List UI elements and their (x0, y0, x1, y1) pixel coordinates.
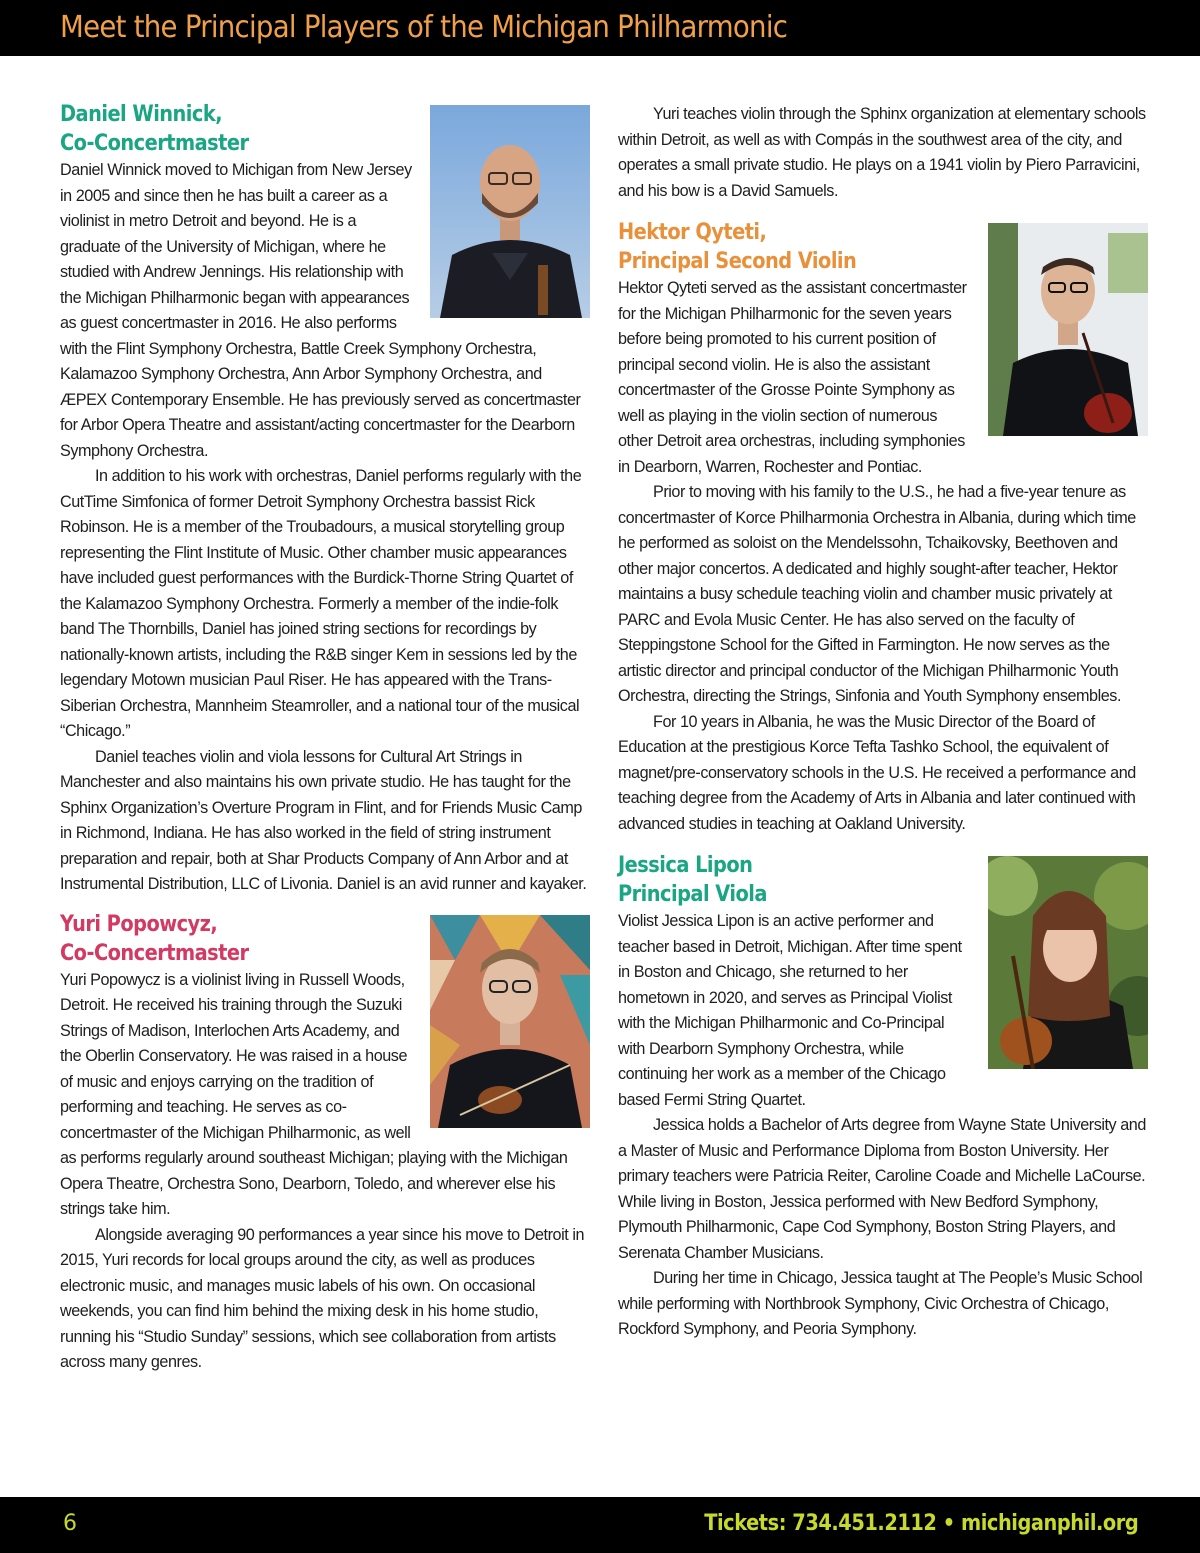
header-bar (0, 0, 1200, 56)
qyteti-paragraph-3: For 10 years in Albania, he was the Music Director of the Board of Education at the prestigious Korce Tefta Tashko School, the equivalent of magnet/pre-conservatory schools in the U.S. He received a performance and teaching degree from the Academy of Arts in Albania and later continued with advanced studies in teaching at Oakland University. (618, 712, 1136, 833)
qyteti-name-line2: Principal Second Violin (618, 249, 857, 274)
popowcyz-paragraph-3: Yuri teaches violin through the Sphinx organization at elementary schools within Detroit, as well as with Compás in the southwest area of the city, and operates a small private studio. He plays on a 1941 violin by Piero Parravicini, and his bow is a David Samuels. (618, 105, 1146, 200)
lipon-name-line1: Jessica Lipon (618, 853, 753, 878)
winnick-paragraph-1: Daniel Winnick moved to Michigan from New Jersey in 2005 and since then he has built a career as a violinist in metro Detroit and beyond. He is a graduate of the University of Michigan, where he studied with Andrew Jennings. His relationship with the Michigan Philharmonic began with appearances as guest concertmaster in 2016. He also performs with the Flint Symphony Orchestra, Battle Creek Symphony Orchestra, Kalamazoo Symphony Orchestra, Ann Arbor Symphony Orchestra, and ÆPEX Contemporary Ensemble. He has previously served as concertmaster for Arbor Opera Theatre and assistant/acting concertmaster for the Dearborn Symphony Orchestra. (60, 161, 581, 460)
qyteti-name-line1: Hektor Qyteti, (618, 220, 767, 245)
lipon-paragraph-3: During her time in Chicago, Jessica taught at The People’s Music School while performing with Northbrook Symphony, Civic Orchestra of Chicago, Rockford Symphony, and Peoria Symphony. (618, 1269, 1143, 1338)
right-column (618, 102, 1148, 1343)
popowcyz-name-line1: Yuri Popowcyz, (60, 911, 218, 937)
lipon-section (618, 851, 1148, 1343)
popowcyz-section (60, 910, 590, 1376)
popowcyz-name-line2: Co-Concertmaster (60, 940, 249, 966)
winnick-paragraph-3: Daniel teaches violin and viola lessons for Cultural Art Strings in Manchester and also maintains his own private studio. He has taught for the Sphinx Organization’s Overture Program in Flint, and for Friends Music Camp in Richmond, Indiana. He has also worked in the field of string instrument preparation and repair, both at Shar Products Company of Ann Arbor and at Instrumental Distribution, LLC of Livonia. Daniel is an avid runner and kayaker. (60, 747, 587, 893)
popowcyz-paragraph-1: Yuri Popowycz is a violinist living in Russell Woods, Detroit. He received his training through the Suzuki Strings of Madison, Interlochen Arts Academy, and the Oberlin Conservatory. He was raised in a house of music and enjoys carrying on the tradition of performing and teaching. He serves as co-concertmaster of the Michigan Philharmonic, as well as performs regularly around southeast Michigan; playing with the Michigan Opera Theatre, Orchestra Sono, Dearborn, Toledo, and wherever else his strings take him. (60, 970, 568, 1218)
qyteti-paragraph-1: Hektor Qyteti served as the assistant concertmaster for the Michigan Philharmonic for the seven years before being promoted to his current position of principal second violin. He is also the assistant concertmaster of the Grosse Pointe Symphony as well as playing in the violin section of numerous other Detroit area orchestras, including symphonies in Dearborn, Warren, Rochester and Pontiac. (618, 279, 967, 476)
winnick-name-line1: Daniel Winnick, (60, 102, 223, 127)
lipon-paragraph-2: Jessica holds a Bachelor of Arts degree from Wayne State University and a Master of Music and Performance Diploma from Boston University. Her primary teachers were Patricia Reiter, Caroline Coade and Michelle LaCourse. While living in Boston, Jessica performed with New Bedford Symphony, Plymouth Philharmonic, Cape Cod Symphony, Boston String Players, and Serenata Chamber Musicians. (618, 1116, 1146, 1262)
page-title: Meet the Principal Players of the Michigan Philharmonic (60, 10, 788, 45)
winnick-name-line2: Co-Concertmaster (60, 131, 249, 156)
winnick-paragraph-2: In addition to his work with orchestras, Daniel performs regularly with the CutTime Simfonica of former Detroit Symphony Orchestra bassist Rick Robinson. He is a member of the Troubadours, a musical storytelling group representing the Flint Institute of Music. Other chamber music appearances have included guest performances with the Burdick-Thorne String Quartet of the Kalamazoo Symphony Orchestra. Formerly a member of the indie-folk band The Thornbills, Daniel has joined string sections for recordings by nationally-known artists, including the R&B singer Kem in sessions led by the legendary Motown musician Paul Riser. He has appeared with the Trans-Siberian Orchestra, Mannheim Steamroller, and a national tour of the musical “Chicago.” (60, 467, 582, 740)
tickets-contact: Tickets: 734.451.2112 • michiganphil.org (703, 1511, 1138, 1536)
footer-bar (0, 1497, 1200, 1553)
page-number: 6 (63, 1511, 77, 1536)
lipon-paragraph-1: Violist Jessica Lipon is an active performer and teacher based in Detroit, Michigan. After time spent in Boston and Chicago, she returned to her hometown in 2020, and serves as Principal Violist with the Michigan Philharmonic and Co-Principal with Dearborn Symphony Orchestra, while continuing her work as a member of the Chicago based Fermi String Quartet. (618, 912, 962, 1109)
left-column (60, 100, 590, 1376)
winnick-section (60, 100, 590, 898)
qyteti-paragraph-2: Prior to moving with his family to the U.S., he had a five-year tenure as concertmaster of Korce Philharmonia Orchestra in Albania, during which time he performed as soloist on the Mendelssohn, Tchaikovsky, Beethoven and other major concertos. A dedicated and highly sought-after teacher, Hektor maintains a busy schedule teaching violin and chamber music privately at PARC and Evola Music Center. He has also served on the faculty of Steppingstone School for the Gifted in Farmington. He now serves as the artistic director and principal conductor of the Michigan Philharmonic Youth Orchestra, directing the Strings, Sinfonia and Youth Symphony ensembles. (618, 483, 1136, 705)
qyteti-section (618, 218, 1148, 837)
lipon-name-line2: Principal Viola (618, 882, 767, 907)
popowcyz-paragraph-2: Alongside averaging 90 performances a year since his move to Detroit in 2015, Yuri records for local groups around the city, as well as produces electronic music, and manages music labels of his own. On occasional weekends, you can find him behind the mixing desk in his home studio, running his “Studio Sunday” sessions, which see collaboration from artists across many genres. (60, 1225, 585, 1371)
